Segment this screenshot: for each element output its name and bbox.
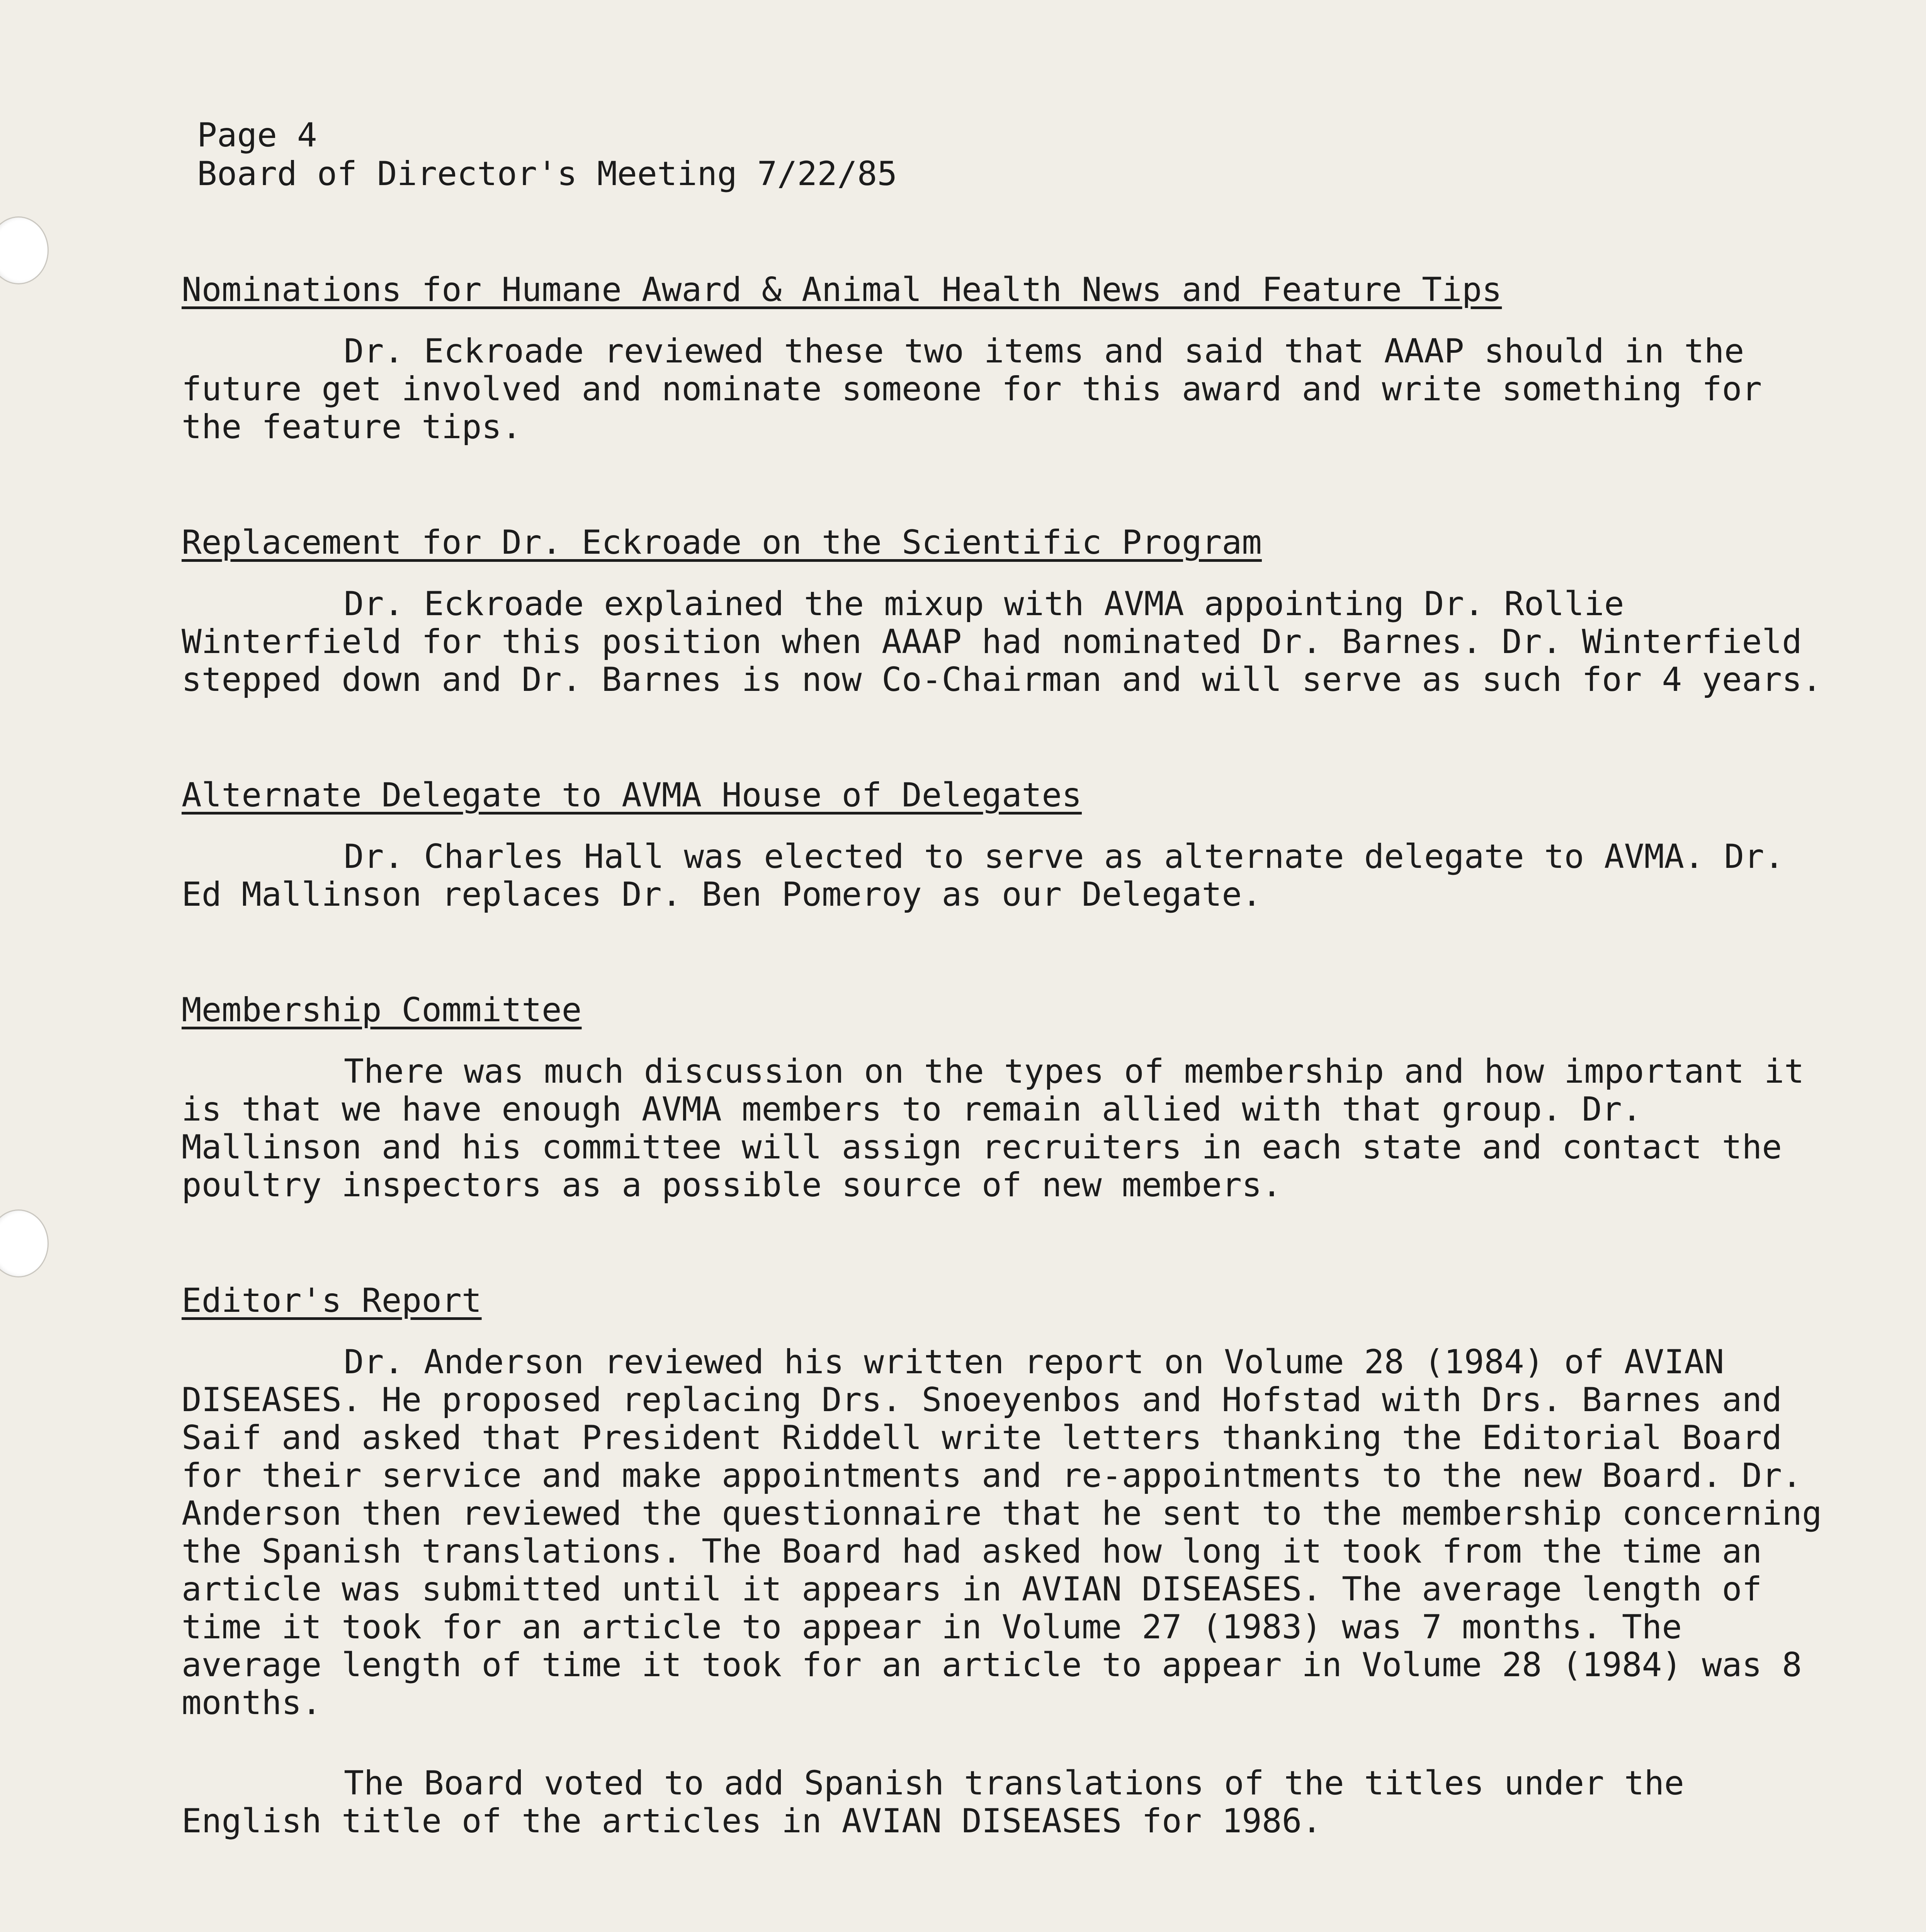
section-heading: Editor's Report [182, 1281, 482, 1320]
section-editors-report [182, 1281, 1839, 1840]
meeting-title: Board of Director's Meeting 7/22/85 [197, 155, 898, 193]
section-heading: Alternate Delegate to AVMA House of Delegates [182, 776, 1082, 815]
section-paragraph: There was much discussion on the types of membership and how important it is that we have enough AVMA members to remain allied with that group. Dr. Mallinson and his committee will assign recruiters in each state and contact the poultry inspectors as a possible source of new members. [182, 1052, 1804, 1204]
section-scientific-program [182, 523, 1839, 699]
section-heading: Membership Committee [182, 991, 582, 1029]
section-alternate-delegate [182, 776, 1839, 913]
section-paragraph: Dr. Charles Hall was elected to serve as alternate delegate to AVMA. Dr. Ed Mallinson replaces Dr. Ben Pomeroy as our Delegate. [182, 837, 1784, 914]
section-paragraph: Dr. Eckroade explained the mixup with AVMA appointing Dr. Rollie Winterfield for this position when AAAP had nominated Dr. Barnes. Dr. Winterfield stepped down and Dr. Barnes is now Co-Chairman and will serve as such for 4 years. [182, 585, 1822, 699]
punch-hole-middle [0, 1209, 49, 1277]
page-number: Page 4 [197, 116, 317, 155]
memo-content [182, 116, 1839, 1840]
section-paragraph: Dr. Anderson reviewed his written report on Volume 28 (1984) of AVIAN DISEASES. He proposed replacing Drs. Snoeyenbos and Hofstad with Drs. Barnes and Saif and asked that President Riddell write letters thanking the Editorial Board for their service and make appointments and re-appointments to the new Board. Dr. Anderson then reviewed the questionnaire that he sent to the membership concerning the Spanish translations. The Board had asked how long it took from the time an article was submitted until it appears in AVIAN DISEASES. The average length of time it took for an article to appear in Volume 27 (1983) was 7 months. The average length of time it took for an article to appear in Volume 28 (1984) was 8 months. [182, 1343, 1822, 1722]
punch-hole-top [0, 216, 49, 284]
section-heading: Replacement for Dr. Eckroade on the Scientific Program [182, 523, 1262, 562]
section-paragraph: The Board voted to add Spanish translations of the titles under the English title of the articles in AVIAN DISEASES for 1986. [182, 1764, 1685, 1840]
section-paragraph: Dr. Eckroade reviewed these two items and said that AAAP should in the future get involved and nominate someone for this award and write something for the feature tips. [182, 332, 1762, 446]
section-humane-award [182, 270, 1839, 446]
section-membership-committee [182, 991, 1839, 1204]
section-heading: Nominations for Humane Award & Animal Health News and Feature Tips [182, 270, 1502, 309]
